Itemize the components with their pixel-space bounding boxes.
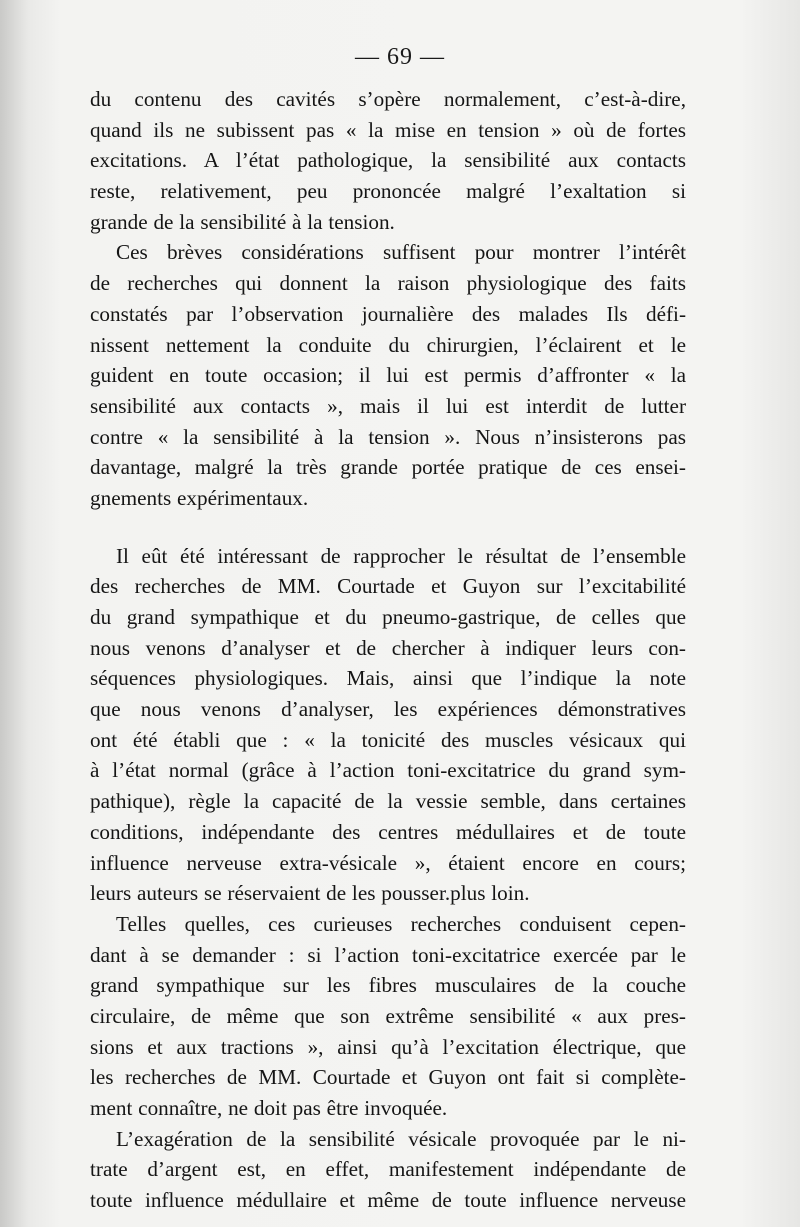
text-line: nous venons d’analyser et de chercher à indiquer leurs con-	[90, 635, 686, 660]
paragraph-1	[90, 84, 686, 237]
text-line: reste, relativement, peu prononcée malgré l’exaltation si	[90, 179, 686, 204]
text-line: Ces brèves considérations suffisent pour montrer l’intérêt	[116, 240, 686, 265]
body-text	[90, 84, 686, 1216]
text-line: influence nerveuse extra-vésicale », étaient encore en cours;	[90, 850, 686, 875]
text-line: de recherches qui donnent la raison physiologique des faits	[90, 271, 686, 296]
text-line: à l’état normal (grâce à l’action toni-excitatrice du grand sym-	[90, 758, 686, 783]
text-line: guident en toute occasion; il lui est permis d’affronter « la	[90, 363, 686, 388]
paragraph-2	[90, 237, 686, 513]
text-line: pathique), règle la capacité de la vessie semble, dans certaines	[90, 789, 686, 814]
text-line: du contenu des cavités s’opère normalement, c’est-à-dire,	[90, 87, 686, 111]
text-line: Il eût été intéressant de rapprocher le résultat de l’ensemble	[116, 543, 686, 568]
text-line: Telles quelles, ces curieuses recherches conduisent cepen-	[116, 911, 686, 936]
text-line: des recherches de MM. Courtade et Guyon sur l’excitabilité	[90, 574, 686, 599]
text-line: grande de la sensibilité à la tension.	[90, 209, 395, 234]
text-line: contre « la sensibilité à la tension ». Nous n’insisterons pas	[90, 424, 686, 449]
text-line: gnements expérimentaux.	[90, 485, 309, 510]
text-line: excitations. A l’état pathologique, la sensibilité aux contacts	[90, 148, 686, 173]
text-line: sensibilité aux contacts », mais il lui est interdit de lutter	[90, 393, 686, 418]
text-line: du grand sympathique et du pneumo-gastrique, de celles que	[90, 605, 686, 629]
text-line: toute influence médullaire et même de toute influence nerveuse	[90, 1188, 686, 1213]
text-line: séquences physiologiques. Mais, ainsi que l’indique la note	[90, 666, 686, 691]
page-number: — 69 —	[355, 44, 445, 70]
text-line: constatés par l’observation journalière des malades Ils défi-	[90, 301, 686, 326]
text-line: que nous venons d’analyser, les expériences démonstratives	[90, 697, 686, 722]
text-line: les recherches de MM. Courtade et Guyon ont fait si complète-	[90, 1065, 686, 1090]
text-line: leurs auteurs se réservaient de les pousser.plus loin.	[90, 881, 530, 906]
paragraph-3	[90, 541, 686, 909]
text-line: ont été établi que : « la tonicité des muscles vésicaux qui	[90, 727, 686, 752]
text-line: nissent nettement la conduite du chirurgien, l’éclairent et le	[90, 332, 686, 357]
text-line: L’exagération de la sensibilité vésicale provoquée par le ni-	[116, 1126, 686, 1151]
text-line: trate d’argent est, en effet, manifestement indépendante de	[90, 1157, 686, 1182]
paragraph-5	[90, 1124, 686, 1216]
text-line: davantage, malgré la très grande portée pratique de ces ensei-	[90, 455, 686, 480]
text-line: sions et aux tractions », ainsi qu’à l’excitation électrique, que	[90, 1034, 686, 1059]
text-line: grand sympathique sur les fibres musculaires de la couche	[90, 973, 686, 998]
text-line: ment connaître, ne doit pas être invoquée.	[90, 1096, 448, 1120]
paragraph-4	[90, 909, 686, 1124]
text-line: circulaire, de même que son extrême sensibilité « aux pres-	[90, 1003, 686, 1028]
text-line: dant à se demander : si l’action toni-excitatrice exercée par le	[90, 942, 686, 967]
text-line: quand ils ne subissent pas « la mise en tension » où de fortes	[90, 117, 686, 142]
text-line: conditions, indépendante des centres médullaires et de toute	[90, 819, 686, 844]
paragraph-gap	[90, 514, 686, 541]
